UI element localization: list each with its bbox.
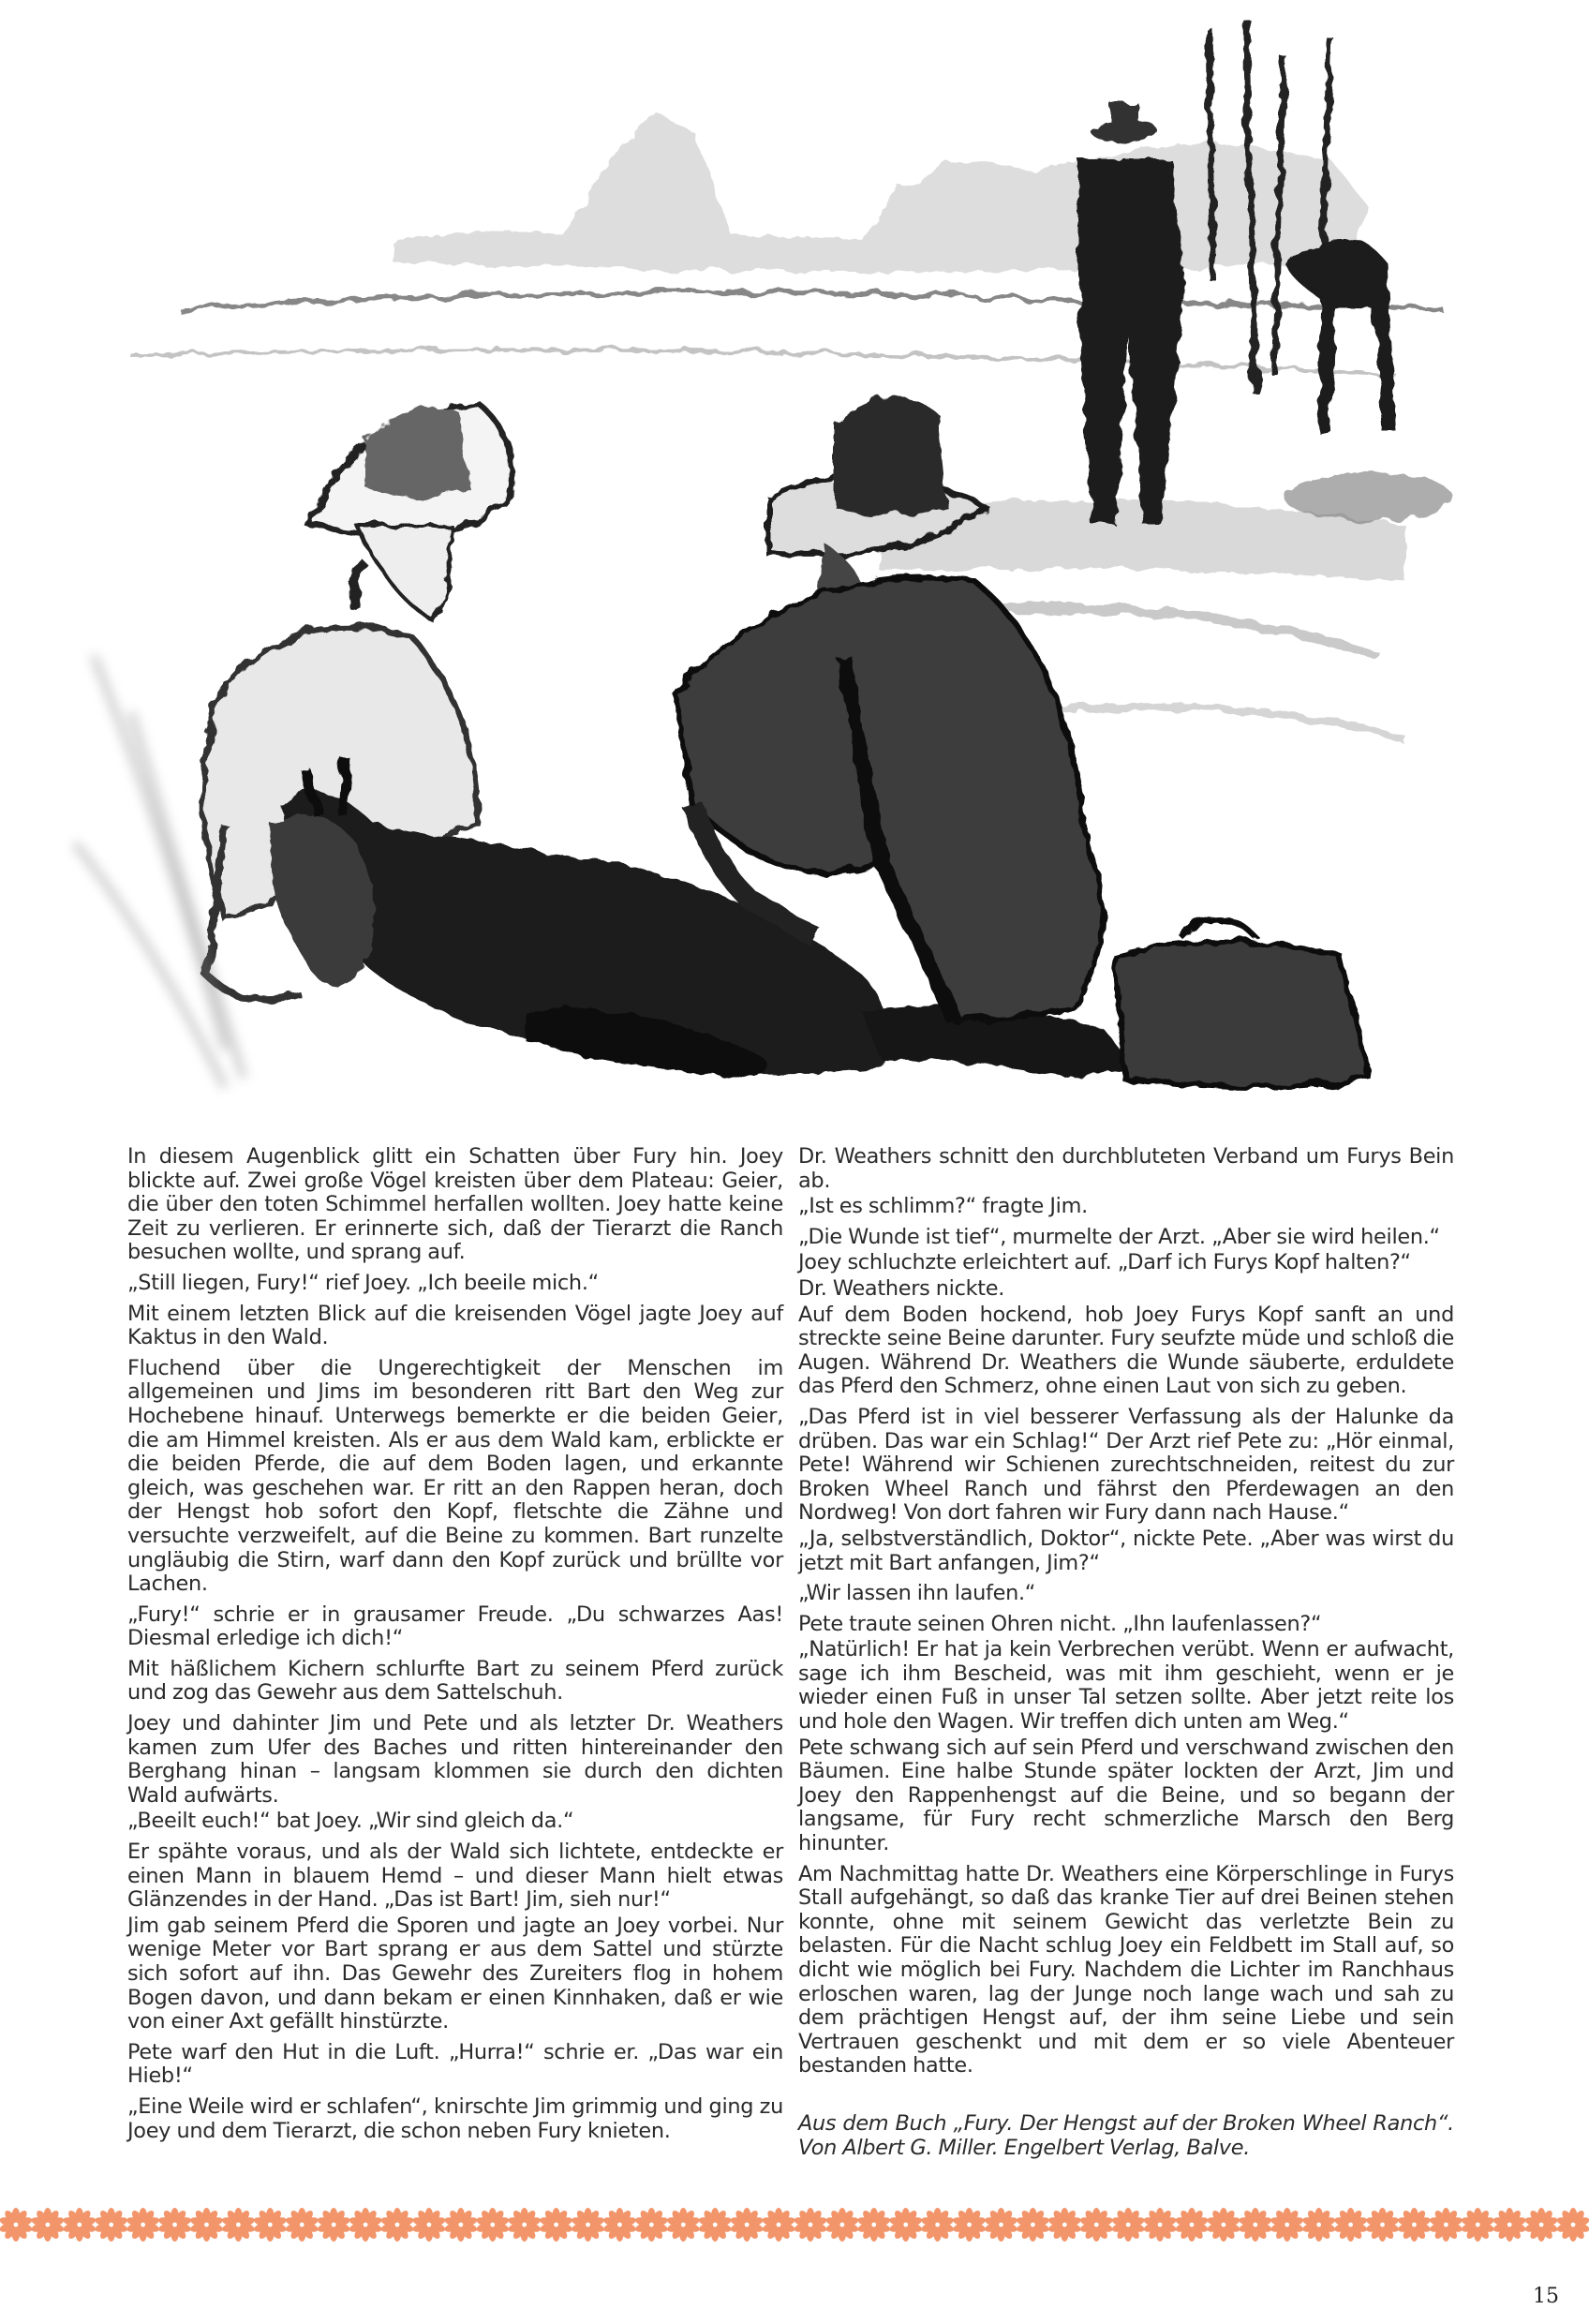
daisy-flower-icon: [794, 2208, 828, 2242]
paragraph: Pete schwang sich auf sein Pferd und verschwand zwischen den Bäumen. Eine halbe Stunde später lockten der Arzt, Jim und Joey den Rappenhengst auf die Beine, und so begann der langsame, für Fury recht schmerzliche Marsch den Berg hinunter.: [798, 1735, 1454, 1856]
daisy-flower-icon: [888, 2208, 923, 2242]
daisy-flower-icon: [920, 2208, 955, 2242]
daisy-flower-icon: [1207, 2208, 1241, 2242]
distant-horse-and-tree: [1209, 19, 1452, 521]
paragraph: Pete warf den Hut in die Luft. „Hurra!“ schrie er. „Das war ein Hieb!“: [127, 2039, 783, 2089]
paragraph: Pete traute seinen Ohren nicht. „Ihn laufenlassen?“: [798, 1611, 1322, 1636]
daisy-flower-icon: [698, 2208, 733, 2242]
daisy-flower-icon: [62, 2208, 97, 2242]
daisy-flower-icon: [285, 2208, 319, 2242]
daisy-flower-icon: [634, 2208, 669, 2242]
daisy-flower-icon: [1524, 2208, 1559, 2242]
paragraph: Joey schluchzte erleichtert auf. „Darf ich Furys Kopf halten?“: [798, 1250, 1411, 1275]
paragraph: „Still liegen, Fury!“ rief Joey. „Ich beeile mich.“: [127, 1270, 599, 1295]
paragraph: Er spähte voraus, und als der Wald sich lichtete, entdeckte er einen Mann in blauem Hemd – und dieser Mann hielt etwas Glänzendes in der Hand. „Das ist Bart! Jim, sieh nur!“: [127, 1840, 783, 1913]
daisy-flower-icon: [317, 2208, 351, 2242]
doctor-bag: [1115, 918, 1368, 1087]
daisy-flower-icon: [94, 2208, 128, 2242]
paragraph: Am Nachmittag hatte Dr. Weathers eine Körperschlinge in Furys Stall aufgehängt, so daß das kranke Tier auf drei Beinen stehen konnte, ohne mit seinem Gewicht das verletzte Bein zu belasten. Für die Nacht schlug Joey ein Feldbett im Stall auf, so dicht wie möglich bei Fury. Nachdem die Lichter im Ranchhaus erloschen waren, lag der Junge noch lange wach und sah zu dem prächtigen Hengst auf, der ihm seine Liebe und sein Vertrauen geschenkt und mit dem er so viele Abenteuer bestanden hatte.: [798, 1861, 1454, 2078]
daisy-flower-icon: [1111, 2208, 1146, 2242]
paragraph: „Beeilt euch!“ bat Joey. „Wir sind gleich da.“: [127, 1809, 574, 1834]
paragraph: Fluchend über die Ungerechtigkeit der Menschen im allgemeinen und Jims im besonderen ritt Bart den Weg zur Hochebene hinauf. Unterwegs bemerkte er die beiden Geier, die am Himmel kreisten. Als er aus dem Wald kam, erblickte er die beiden Pferde, die auf dem Boden lagen, und erkannte gleich, was geschehen war. Er ritt an den Rappen heran, doch der Hengst hob sofort den Kopf, fletschte die Zähne und versuchte verzweifelt, auf die Beine zu kommen. Bart runzelte ungläubig die Stirn, warf dann den Kopf zurück und brüllte vor Lachen.: [127, 1355, 783, 1597]
daisy-flower-icon: [349, 2208, 383, 2242]
paragraph: „Ist es schlimm?“ fragte Jim.: [798, 1194, 1088, 1219]
daisy-flower-icon: [507, 2208, 542, 2242]
daisy-flower-icon: [666, 2208, 701, 2242]
daisy-flower-icon: [952, 2208, 987, 2242]
daisy-flower-icon: [189, 2208, 224, 2242]
daisy-flower-icon: [539, 2208, 573, 2242]
paragraph: „Ja, selbstverständlich, Doktor“, nickte Pete. „Aber was wirst du jetzt mit Bart anfangen, Jim?“: [798, 1526, 1454, 1575]
daisy-flower-icon: [157, 2208, 192, 2242]
daisy-flower-icon: [856, 2208, 891, 2242]
daisy-flower-icon: [221, 2208, 256, 2242]
paragraph: Dr. Weathers schnitt den durchbluteten Verband um Furys Bein ab.: [798, 1144, 1454, 1193]
daisy-flower-icon: [1016, 2208, 1050, 2242]
daisy-flower-icon: [1397, 2208, 1432, 2242]
daisy-flower-icon: [412, 2208, 447, 2242]
paragraph: Dr. Weathers nickte.: [798, 1275, 1005, 1301]
daisy-flower-icon: [730, 2208, 765, 2242]
flower-border: [0, 2208, 1589, 2242]
daisy-flower-icon: [1365, 2208, 1400, 2242]
paragraph: „Das Pferd ist in viel besserer Verfassung als der Halunke da drüben. Das war ein Schlag!“ Der Arzt rief Pete zu: „Hör einmal, Pete! Während wir Schienen zurechtschneiden, reitest du zur Broken Wheel Ranch und fährst den Pferdewagen an den Nordweg! Von dort fahren wir Fury dann nach Hause.“: [798, 1404, 1454, 1526]
paragraph: In diesem Augenblick glitt ein Schatten über Fury hin. Joey blickte auf. Zwei große Vögel kreisten über dem Plateau: Geier, die über den toten Schimmel herfallen wollten. Joey hatte keine Zeit zu verlieren. Er erinnerte sich, daß der Tierarzt die Ranch besuchen wollte, und sprang auf.: [127, 1144, 783, 1265]
daisy-flower-icon: [380, 2208, 415, 2242]
paragraph: Mit häßlichem Kichern schlurfte Bart zu seinem Pferd zurück und zog das Gewehr aus dem Sattelschuh.: [127, 1656, 783, 1706]
paragraph: „Fury!“ schrie er in grausamer Freude. „Du schwarzes Aas! Diesmal erledige ich dich!“: [127, 1601, 783, 1651]
paragraph: Mit einem letzten Blick auf die kreisenden Vögel jagte Joey auf Kaktus in den Wald.: [127, 1301, 783, 1350]
daisy-flower-icon: [571, 2208, 605, 2242]
article-column-right: [798, 1145, 1454, 2167]
daisy-flower-icon: [1301, 2208, 1336, 2242]
daisy-flower-icon: [443, 2208, 478, 2242]
daisy-flower-icon: [126, 2208, 160, 2242]
distant-cowboy-figure: [1077, 103, 1185, 525]
daisy-flower-icon: [1333, 2208, 1368, 2242]
daisy-flower-icon: [762, 2208, 796, 2242]
daisy-flower-icon: [0, 2208, 33, 2242]
paragraph: „Die Wunde ist tief“, murmelte der Arzt. „Aber sie wird heilen.“: [798, 1224, 1440, 1249]
daisy-flower-icon: [1175, 2208, 1210, 2242]
daisy-flower-icon: [1143, 2208, 1178, 2242]
daisy-flower-icon: [984, 2208, 1018, 2242]
paragraph: Auf dem Boden hockend, hob Joey Furys Kopf sanft an und streckte seine Beine darunter. Fury seufzte müde und schloß die Augen. Während Dr. Weathers die Wunde säuberte, erduldete das Pferd den Schmerz, ohne einen Laut von sich zu geben.: [798, 1302, 1454, 1399]
paragraph: „Eine Weile wird er schlafen“, knirschte Jim grimmig und ging zu Joey und dem Tierarzt, die schon neben Fury knieten.: [127, 2093, 783, 2143]
daisy-flower-icon: [1047, 2208, 1082, 2242]
book-credit: Aus dem Buch „Fury. Der Hengst auf der Broken Wheel Ranch“. Von Albert G. Miller. Engelbert Verlag, Balve.: [798, 2110, 1454, 2160]
story-illustration: [37, 0, 1555, 1134]
daisy-flower-icon: [30, 2208, 65, 2242]
paragraph: „Wir lassen ihn laufen.“: [798, 1581, 1036, 1606]
daisy-flower-icon: [824, 2208, 859, 2242]
paragraph: Joey und dahinter Jim und Pete und als letzter Dr. Weathers kamen zum Ufer des Baches und ritten hintereinander den Berghang hinan – langsam klommen sie durch den dichten Wald aufwärts.: [127, 1711, 783, 1808]
daisy-flower-icon: [253, 2208, 288, 2242]
daisy-flower-icon: [1270, 2208, 1304, 2242]
daisy-flower-icon: [602, 2208, 637, 2242]
daisy-flower-icon: [1461, 2208, 1495, 2242]
daisy-flower-icon: [1079, 2208, 1114, 2242]
daisy-flower-icon: [1238, 2208, 1272, 2242]
paragraph: „Natürlich! Er hat ja kein Verbrechen verübt. Wenn er aufwacht, sage ich ihm Bescheid, was mit ihm geschieht, wenn er je wieder einen Fuß in unser Tal setzen sollte. Aber jetzt reite los und hole den Wagen. Wir treffen dich unten am Weg.“: [798, 1637, 1454, 1735]
daisy-flower-icon: [475, 2208, 510, 2242]
daisy-flower-icon: [1556, 2208, 1589, 2242]
daisy-flower-icon: [1492, 2208, 1527, 2242]
daisy-flower-icon: [1429, 2208, 1463, 2242]
paragraph: Jim gab seinem Pferd die Sporen und jagte an Joey vorbei. Nur wenige Meter vor Bart sprang er aus dem Sattel und stürzte sich sofort auf ihn. Das Gewehr des Zureiters flog in hohem Bogen davon, und dann bekam er einen Kinnhaken, daß er wie von einer Axt gefällt hinstürzte.: [127, 1913, 783, 2034]
page-number: 15: [1533, 2285, 1559, 2308]
article-column-left: [127, 1145, 783, 2150]
